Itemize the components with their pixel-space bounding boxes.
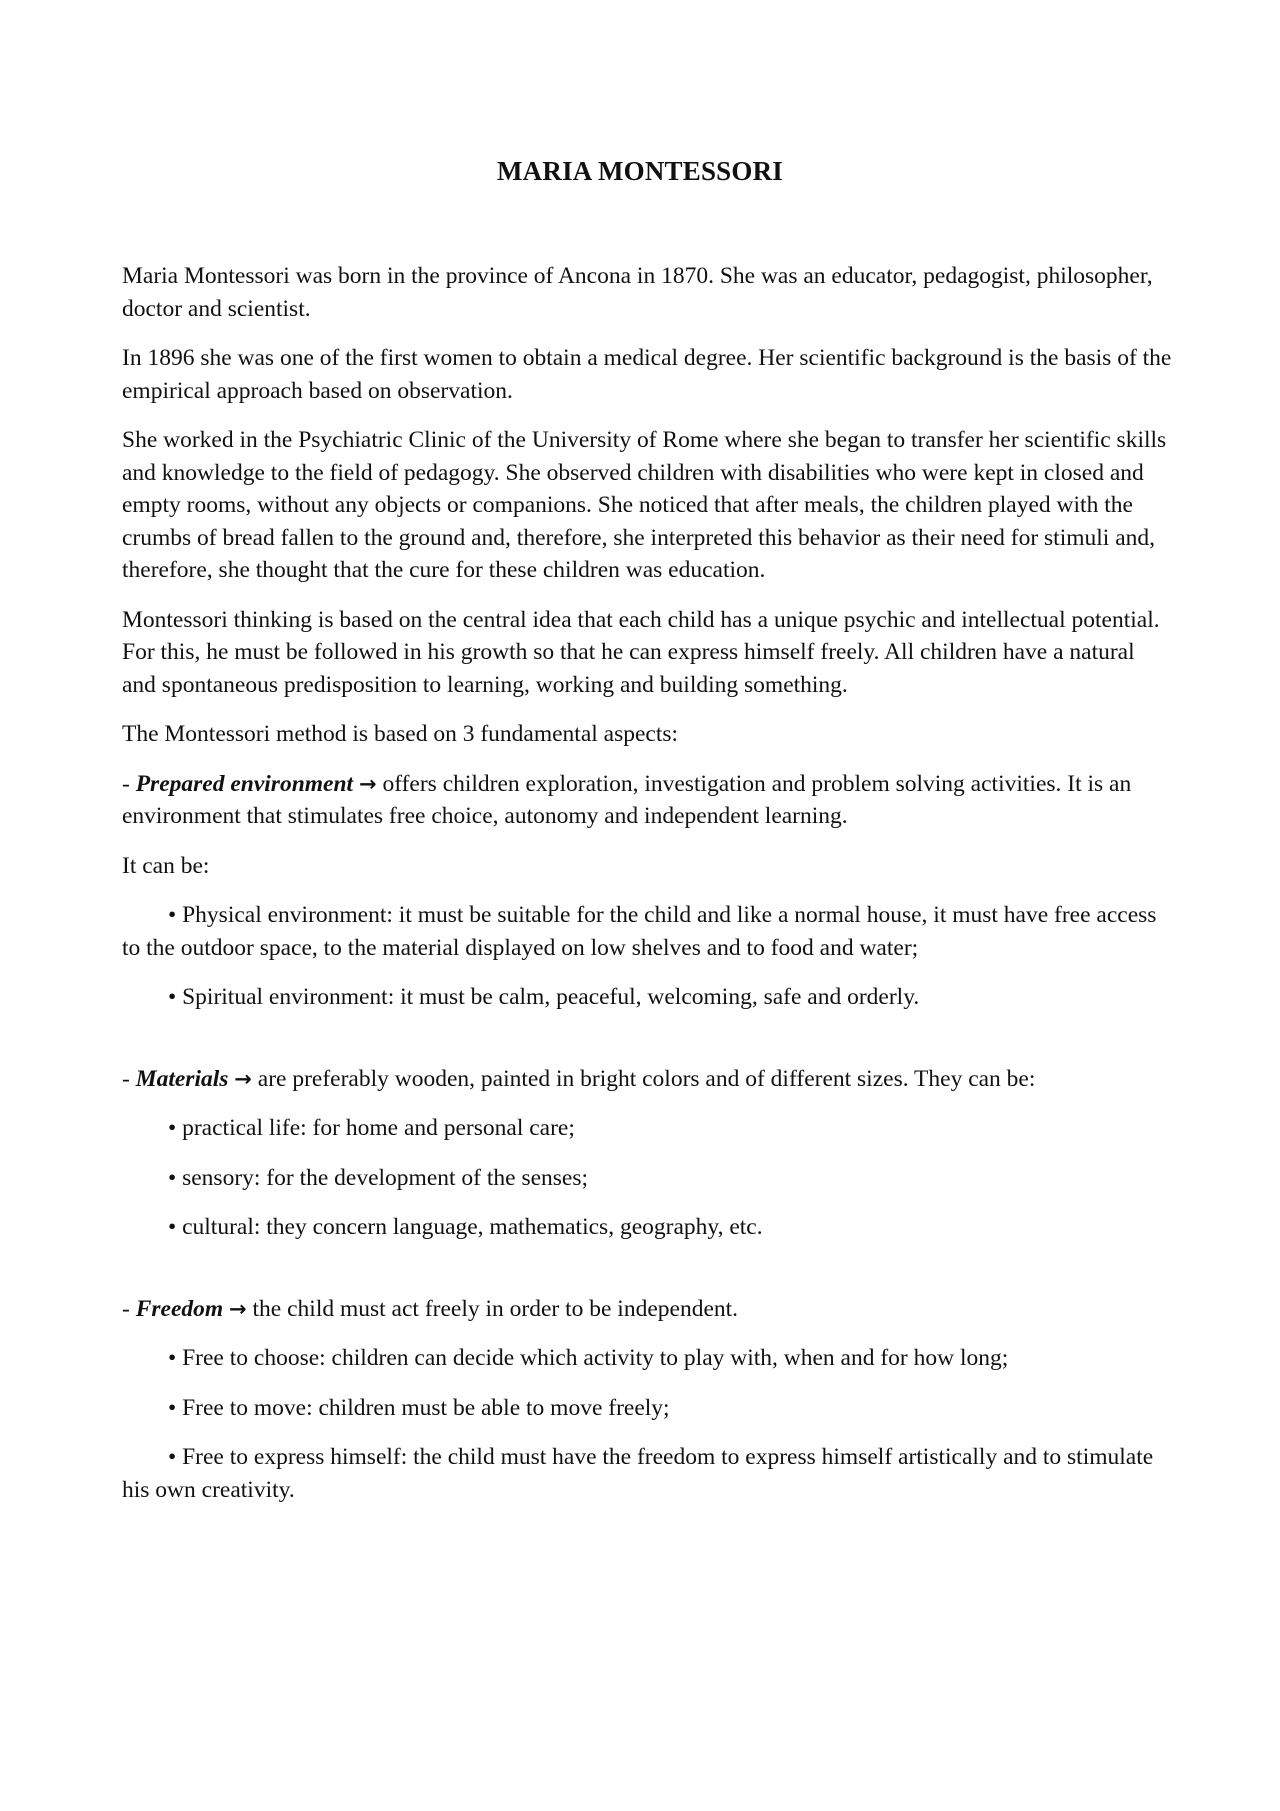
environment-lead: It can be: (122, 852, 210, 879)
paragraph-method-intro: The Montessori method is based on 3 fundamental aspects: (122, 721, 679, 747)
section-gap (122, 1031, 1172, 1063)
paragraph-montessori-thinking: Montessori thinking is based on the central idea that each child has a unique psychic and intellectual potential. For this, he must be followed in his growth so that he can express himself freely. All children have a natural and spontaneous predisposition to learning, working and building something. (122, 606, 1160, 698)
list-item-sensory: • sensory: for the development of the senses; (168, 1164, 589, 1191)
aspect-materials (122, 1063, 1172, 1096)
list-item-free-to-choose: • Free to choose: children can decide which activity to play with, when and for how long; (168, 1345, 1009, 1371)
aspect-prepared-environment (122, 768, 1172, 833)
paragraph-birth: Maria Montessori was born in the province of Ancona in 1870. She was an educator, pedagogist, philosopher, doctor and scientist. (122, 263, 1153, 322)
list-item-cultural: • cultural: they concern language, mathematics, geography, etc. (168, 1214, 763, 1240)
aspect-term: Materials (135, 1065, 229, 1092)
aspect-description: the child must act freely in order to be independent. (246, 1295, 739, 1322)
list-item-physical-environment: • Physical environment: it must be suitable for the child and like a normal house, it must have free access to the outdoor space, to the material displayed on low shelves and to food and water; (122, 902, 1157, 961)
aspect-dash: - (122, 770, 136, 797)
page-title: MARIA MONTESSORI (497, 156, 783, 186)
aspect-freedom (122, 1293, 1172, 1326)
aspect-term: Freedom (135, 1295, 224, 1322)
paragraph-medical-degree: In 1896 she was one of the first women to obtain a medical degree. Her scientific background is the basis of the empirical approach based on observation. (122, 345, 1172, 404)
document-body (122, 260, 1172, 1523)
section-gap (122, 1261, 1172, 1293)
arrow-right-icon: → (358, 771, 377, 796)
list-item-free-to-express: • Free to express himself: the child must have the freedom to express himself artistically and to stimulate his own creativity. (122, 1444, 1154, 1503)
aspect-description: are preferably wooden, painted in bright colors and of different sizes. They can be: (251, 1065, 1036, 1092)
arrow-right-icon: → (234, 1066, 252, 1091)
aspect-term: Prepared environment (135, 770, 354, 797)
aspect-description: offers children exploration, investigation and problem solving activities. It is an environment that stimulates free choice, autonomy and independent learning. (122, 770, 1132, 829)
list-item-practical-life: • practical life: for home and personal care; (168, 1115, 575, 1141)
list-item-free-to-move: • Free to move: children must be able to move freely; (168, 1394, 670, 1421)
arrow-right-icon: → (229, 1296, 247, 1321)
aspect-dash: - (122, 1295, 136, 1322)
list-item-spiritual-environment: • Spiritual environment: it must be calm, peaceful, welcoming, safe and orderly. (168, 984, 920, 1010)
aspect-dash: - (122, 1065, 136, 1092)
paragraph-psychiatric-clinic: She worked in the Psychiatric Clinic of the University of Rome where she began to transfer her scientific skills and knowledge to the field of pedagogy. She observed children with disabilities who were kept in closed and empty rooms, without any objects or companions. She noticed that after meals, the children played with the crumbs of bread fallen to the ground and, therefore, she interpreted this behavior as their need for stimuli and, therefore, she thought that the cure for these children was education. (122, 427, 1167, 583)
